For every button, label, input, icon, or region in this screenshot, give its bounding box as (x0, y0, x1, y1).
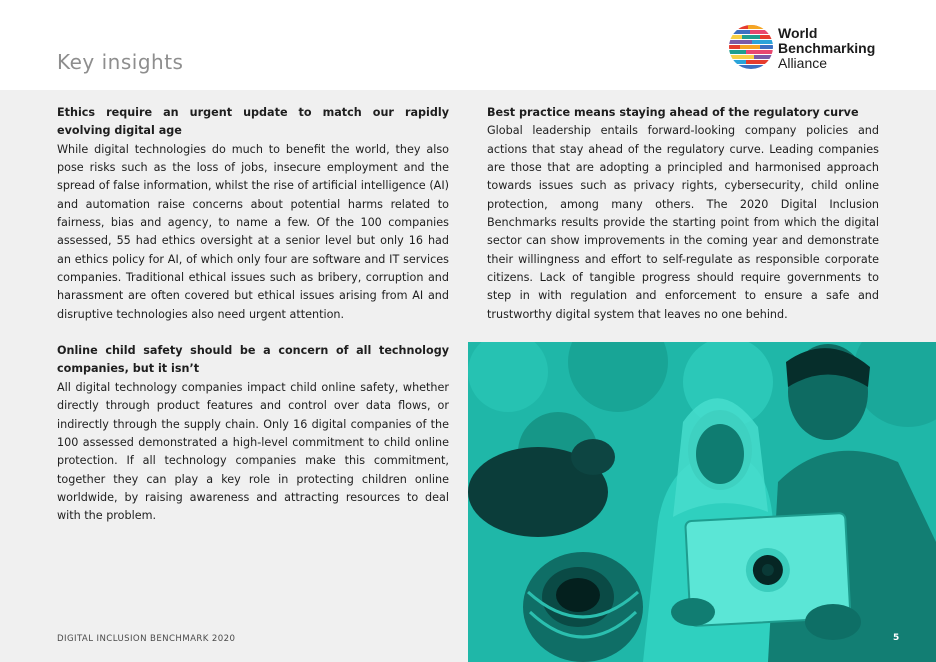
insight-body: While digital technologies do much to benefit the world, they also pose risks such as the loss of jobs, insecure employment and the spread of false information, whilst the rise of artificial intelligence (AI) and automation raise concerns about potential harms related to fairness, bias and agency, to name a few. Of the 100 companies assessed, 55 had ethics oversight at a senior level but only 16 had an ethics policy for AI, of which only four are software and IT services companies. Traditional ethical issues such as bribery, corruption and harassment are often covered but ethical issues arising from AI and disruptive technologies also need urgent attention. (57, 142, 449, 321)
insight-heading: Ethics require an urgent update to match our rapidly evolving digital age (57, 106, 449, 138)
insight-ethics (57, 104, 449, 324)
page-header (0, 0, 936, 90)
insight-heading: Best practice means staying ahead of the regulatory curve (487, 106, 859, 119)
page-number: 5 (893, 633, 900, 643)
page-title: Key insights (57, 50, 184, 74)
insight-heading: Online child safety should be a concern of all technology companies, but it isn’t (57, 344, 449, 376)
photo-illustration (468, 342, 936, 662)
footer-label: DIGITAL INCLUSION BENCHMARK 2020 (57, 634, 236, 644)
logo-line-benchmarking: Benchmarking (778, 40, 876, 56)
logo-line-world: World (778, 25, 818, 41)
insight-body: All digital technology companies impact child online safety, whether directly through product features and control over data flows, or indirectly through the supply chain. Only 16 digital companies of the 100 assessed demonstrated a high-level commitment to child online protection. If all technology companies make this commitment, together they can play a key role in protecting children online worldwide, by raising awareness and attracting resources to deal with the problem. (57, 380, 449, 523)
logo-line-alliance: Alliance (778, 55, 828, 71)
logo-wordmark (778, 26, 875, 71)
wba-logo (728, 24, 888, 72)
insight-body: Global leadership entails forward-looking company policies and actions that stay ahead of the regulatory curve. Leading companies are those that are adopting a principled and harmonised approach towards issues such as privacy rights, cybersecurity, child online protection, among many others. The 2020 Digital Inclusion Benchmarks results provide the starting point from which the digital sector can show improvements in the coming year and demonstrate their willingness and effort to self-regulate as responsible corporate citizens. Lack of tangible progress should require governments to step in with regulation and enforcement to ensure a safe and trustworthy digital system that leaves no one behind. (487, 124, 879, 321)
woman-and-man-with-tablet-photo (468, 342, 936, 662)
right-column (487, 104, 879, 342)
globe-stripes-logo-icon (728, 24, 774, 70)
left-column (57, 104, 449, 544)
insight-child-safety (57, 342, 449, 525)
insight-best-practice (487, 104, 879, 324)
